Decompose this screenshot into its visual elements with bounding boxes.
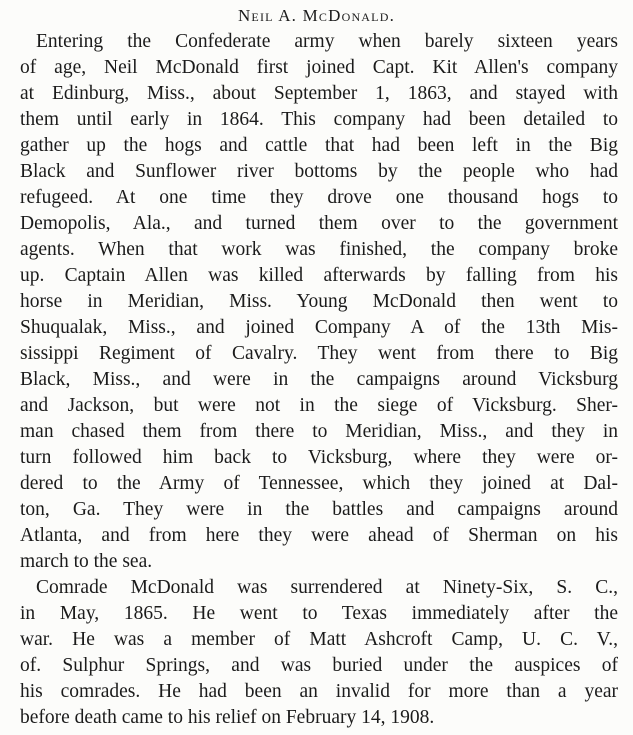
paragraph-1-line: of age, Neil McDonald first joined Capt. Kit Allen's company [20, 57, 618, 78]
paragraph-1-line: sissippi Regiment of Cavalry. They went from there to Big [20, 343, 618, 364]
paragraph-1-line: them until early in 1864. This company had been detailed to [20, 109, 618, 130]
paragraph-1-line: Shuqualak, Miss., and joined Company A of the 13th Mis- [20, 317, 618, 338]
paragraph-2-line: of. Sulphur Springs, and was buried under the auspices of [20, 655, 618, 676]
paragraph-1-line: agents. When that work was finished, the company broke [20, 239, 618, 260]
paragraph-1-line: man chased them from there to Meridian, Miss., and they in [20, 421, 618, 442]
paragraph-2-line: his comrades. He had been an invalid for more than a year [20, 681, 618, 702]
paragraph-2-line: before death came to his relief on February 14, 1908. [20, 707, 435, 728]
paragraph-1-line: up. Captain Allen was killed afterwards by falling from his [20, 265, 618, 286]
paragraph-1-line: ton, Ga. They were in the battles and campaigns around [20, 499, 618, 520]
paragraph-1-line: at Edinburg, Miss., about September 1, 1863, and stayed with [20, 83, 618, 104]
paragraph-1-line: gather up the hogs and cattle that had been left in the Big [20, 135, 618, 156]
paragraph-1-line: march to the sea. [20, 551, 153, 572]
paragraph-1-line: horse in Meridian, Miss. Young McDonald then went to [20, 291, 618, 312]
paragraph-2-line: Comrade McDonald was surrendered at Ninety-Six, S. C., [36, 577, 618, 598]
page-title: Neil A. McDonald. [237, 6, 396, 25]
paragraph-1-line: Demopolis, Ala., and turned them over to the government [20, 213, 618, 234]
paragraph-1-line: refugeed. At one time they drove one thousand hogs to [20, 187, 618, 208]
paragraph-1-line: Black, Miss., and were in the campaigns around Vicksburg [20, 369, 618, 390]
paragraph-1-line: Entering the Confederate army when barely sixteen years [36, 31, 618, 52]
paragraph-2-line: war. He was a member of Matt Ashcroft Camp, U. C. V., [20, 629, 618, 650]
paragraph-1-line: Atlanta, and from here they were ahead of Sherman on his [20, 525, 618, 546]
paragraph-1-line: turn followed him back to Vicksburg, where they were or- [20, 447, 618, 468]
paragraph-1-line: and Jackson, but were not in the siege of Vicksburg. Sher- [20, 395, 618, 416]
paragraph-1-line: Black and Sunflower river bottoms by the people who had [20, 161, 618, 182]
paragraph-2-line: in May, 1865. He went to Texas immediately after the [20, 603, 618, 624]
paragraph-1-line: dered to the Army of Tennessee, which they joined at Dal- [20, 473, 618, 494]
